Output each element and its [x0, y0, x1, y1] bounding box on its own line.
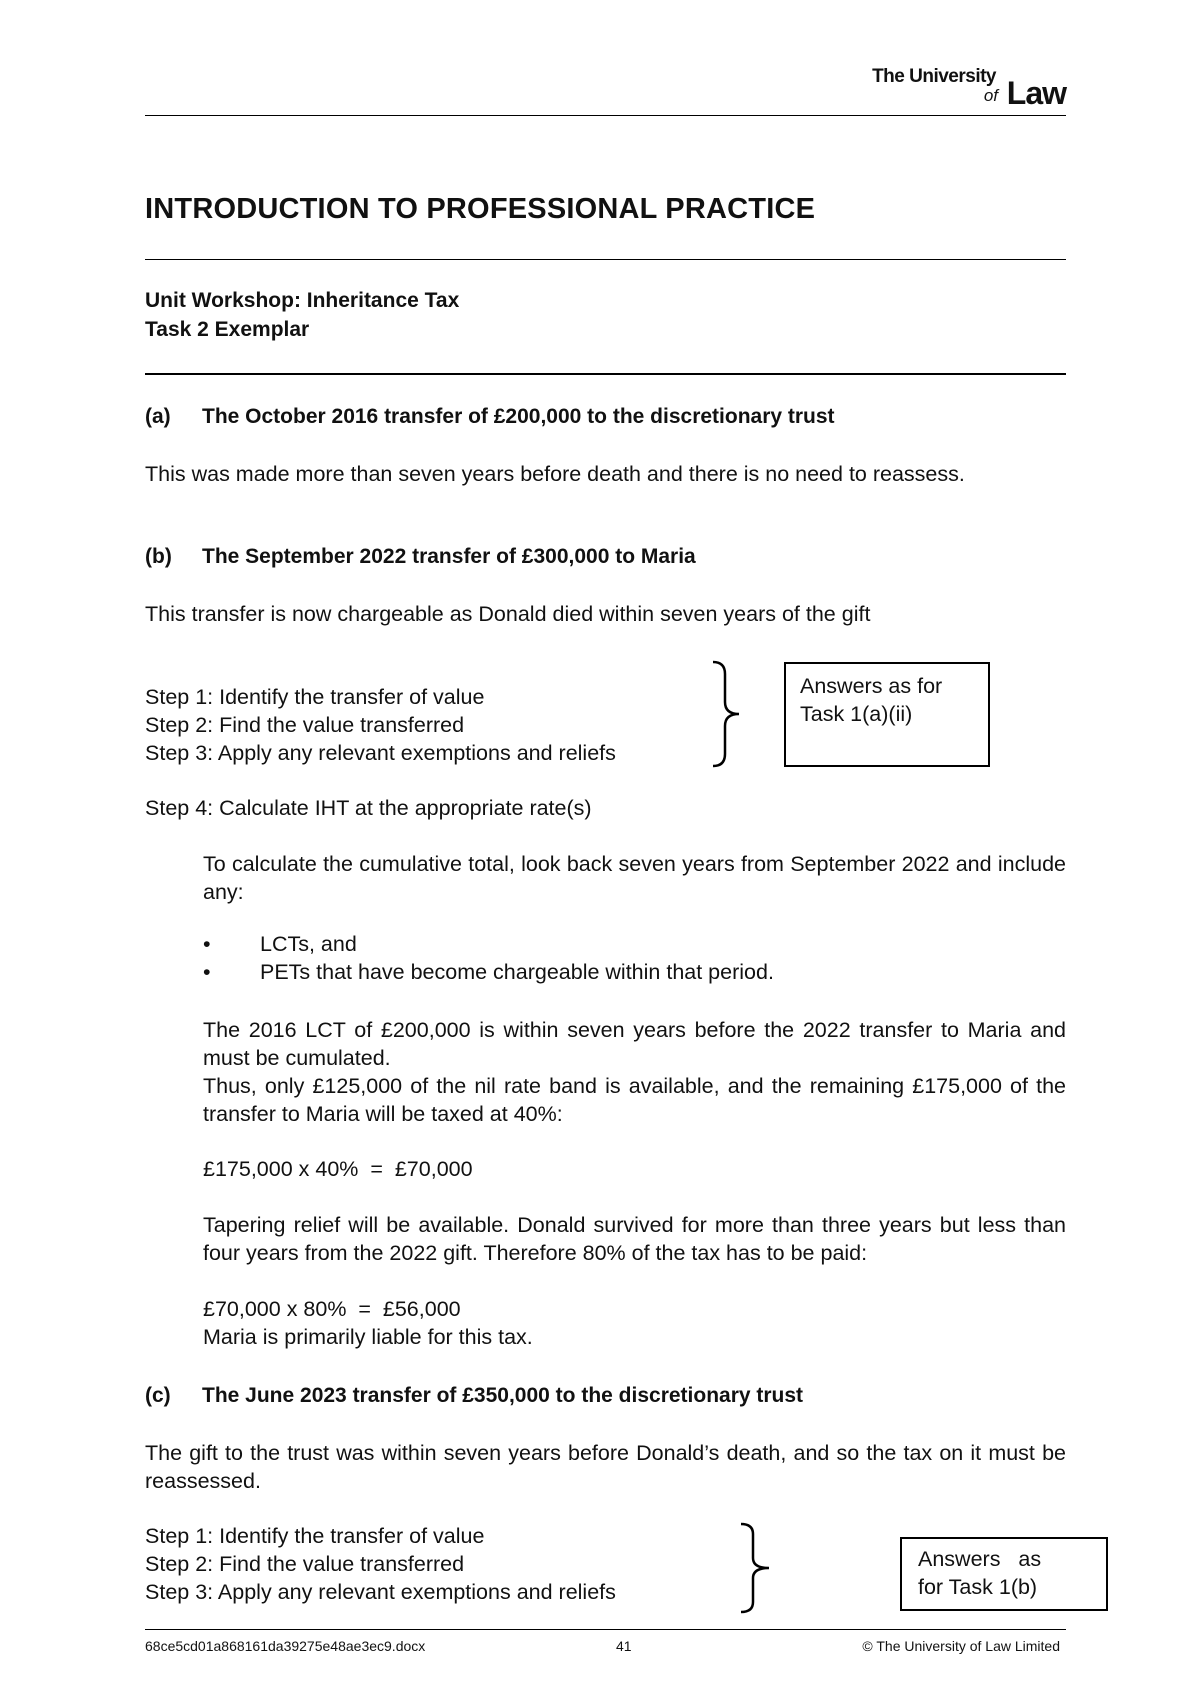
section-c-box-line-2: for Task 1(b): [918, 1575, 1038, 1599]
section-a-heading: [145, 405, 835, 429]
logo-line-2: of: [983, 86, 998, 105]
subtitle-line-1: Unit Workshop: Inheritance Tax: [145, 289, 460, 312]
section-c-brace-icon: [725, 1522, 775, 1616]
section-a-text: This was made more than seven years before death and there is no need to reassess.: [145, 462, 965, 486]
list-item: [203, 960, 774, 985]
header-rule: [145, 115, 1066, 116]
logo-line-3: Law: [1006, 75, 1066, 111]
section-a-label: (a): [145, 405, 171, 428]
bullet-text-2: PETs that have become chargeable within that period.: [260, 960, 774, 984]
bullet-icon: •: [203, 960, 211, 984]
section-c-steps: [145, 1522, 705, 1606]
section-b-steps: [145, 683, 705, 767]
section-b-label: (b): [145, 545, 172, 568]
section-b-answer-box: [784, 662, 990, 767]
section-b-lct-paragraph-1: The 2016 LCT of £200,000 is within seven years before the 2022 transfer to Maria and must be cumulated.: [203, 1018, 1066, 1070]
title-rule: [145, 259, 1066, 260]
section-b-box-line-2: Task 1(a)(ii): [800, 702, 913, 726]
section-c-step-2: Step 2: Find the value transferred: [145, 1552, 465, 1576]
section-c-label: (c): [145, 1384, 171, 1407]
list-item: [203, 932, 357, 957]
subtitle-line-2: Task 2 Exemplar: [145, 318, 310, 341]
section-b-calculation-2: £70,000 x 80% = £56,000: [203, 1297, 461, 1321]
footer-copyright: © The University of Law Limited: [862, 1638, 1060, 1654]
section-c-title: The June 2023 transfer of £350,000 to the discretionary trust: [202, 1384, 804, 1407]
footer-page-number: 41: [616, 1638, 632, 1654]
footer-rule: [145, 1629, 1066, 1630]
section-c-box-line-1: Answers as: [918, 1547, 1042, 1571]
section-b-step-3: Step 3: Apply any relevant exemptions and reliefs: [145, 741, 616, 765]
section-a-title: The October 2016 transfer of £200,000 to the discretionary trust: [202, 405, 835, 428]
bullet-icon: •: [203, 932, 211, 956]
section-c-step-3: Step 3: Apply any relevant exemptions and reliefs: [145, 1580, 616, 1604]
footer-filename: 68ce5cd01a868161da39275e48ae3ec9.docx: [145, 1638, 426, 1654]
section-c-answer-box: [900, 1537, 1108, 1611]
section-b-brace-icon: [705, 660, 745, 768]
section-b-step-4: Step 4: Calculate IHT at the appropriate rate(s): [145, 796, 592, 820]
section-b-intro: This transfer is now chargeable as Donald died within seven years of the gift: [145, 602, 871, 626]
section-b-calculation-1: £175,000 x 40% = £70,000: [203, 1157, 473, 1181]
section-b-cumulative: To calculate the cumulative total, look back seven years from September 2022 and include any:: [203, 852, 1066, 904]
section-b-step-2: Step 2: Find the value transferred: [145, 713, 465, 737]
section-b-lct-paragraph-2: Thus, only £125,000 of the nil rate band is available, and the remaining £175,000 of the transfer to Maria will be taxed at 40%:: [203, 1074, 1066, 1126]
logo-line-1: The University: [872, 66, 996, 87]
section-b-title: The September 2022 transfer of £300,000 to Maria: [202, 545, 696, 568]
section-c-step-1: Step 1: Identify the transfer of value: [145, 1524, 485, 1548]
section-c-text: The gift to the trust was within seven years before Donald’s death, and so the tax on it must be reassessed.: [145, 1441, 1066, 1493]
section-b-liability: Maria is primarily liable for this tax.: [203, 1325, 533, 1349]
section-b-step-1: Step 1: Identify the transfer of value: [145, 685, 485, 709]
section-b-box-line-1: Answers as for: [800, 674, 943, 698]
page-title: INTRODUCTION TO PROFESSIONAL PRACTICE: [145, 193, 816, 225]
university-logo: [851, 66, 1066, 111]
section-b-taper: Tapering relief will be available. Donald survived for more than three years but less than four years from the 2022 gift. Therefore 80% of the tax has to be paid:: [203, 1213, 1066, 1265]
subtitle-rule: [145, 373, 1066, 375]
section-b-heading: [145, 545, 696, 569]
section-c-heading: [145, 1384, 803, 1408]
bullet-text-1: LCTs, and: [260, 932, 357, 956]
